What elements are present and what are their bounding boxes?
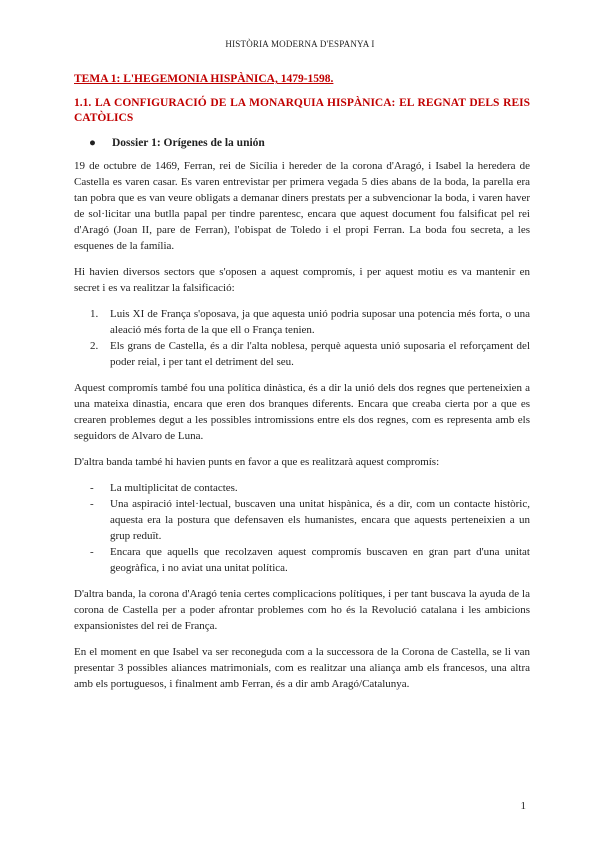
paragraph: D'altra banda també hi havien punts en favor a que es realitzarà aquest compromís: <box>74 456 440 468</box>
list-item <box>74 306 530 338</box>
page-number: 1 <box>520 800 526 812</box>
page-content <box>74 73 530 702</box>
list-item-text: Una aspiració intel·lectual, buscaven una unitat hispànica, és a dir, com un contacte històric, aquesta era la postura que defensaven els humanistes, encara que aquests perteneixien a un grup reduït. <box>110 498 530 542</box>
paragraph: En el moment en que Isabel va ser reconeguda com a la successora de la Corona de Castella, se li van presentar 3 possibles aliances matrimonials, com es realitzar una aliança amb els francesos, una altra amb els portuguesos, i finalment amb Ferran, és a dir amb Aragó/Catalunya. <box>74 646 530 690</box>
list-item-text: Luis XI de França s'oposava, ja que aquesta unió podria suposar una potencia més forta, o una aleació més forta de la que ell o França tenien. <box>110 308 530 336</box>
list-marker: - <box>90 498 94 510</box>
bullet-icon: ● <box>89 137 96 149</box>
paragraph: Hi havien diversos sectors que s'oposen a aquest compromís, i per aquest motiu es va mantenir en secret i es va realitzar la falsificació: <box>74 266 530 294</box>
section-title: 1.1. LA CONFIGURACIÓ DE LA MONARQUIA HISPÀNICA: EL REGNAT DELS REIS CATÒLICS <box>74 97 530 124</box>
dash-list <box>74 480 530 576</box>
paragraph: D'altra banda, la corona d'Aragó tenia certes complicacions polítiques, i per tant buscava la ayuda de la corona de Castella per a poder afrontar problemes com ho és la Revolució catalana i les ambicions expansionistes del rei de França. <box>74 588 530 632</box>
list-item <box>74 338 530 370</box>
list-item-text: Encara que aquells que recolzaven aquest compromís buscaven en gran part d'una unitat geogràfica, i no aviat una unitat política. <box>110 546 530 574</box>
list-marker: - <box>90 546 94 558</box>
list-item-text: Els grans de Castella, és a dir l'alta noblesa, perquè aquesta unió suposaria el reforçament del poder reial, i per tant el detriment del seu. <box>110 340 530 368</box>
list-marker: 1. <box>90 308 99 320</box>
dossier-heading <box>89 137 530 149</box>
list-marker: 2. <box>90 340 99 352</box>
dossier-title: Dossier 1: Orígenes de la unión <box>112 137 265 149</box>
paragraph: Aquest compromís també fou una política dinàstica, és a dir la unió dels dos regnes que perteneixien a una mateixa dinastia, encara que eren dos branques diferents. Encara que creaba cierta por a que es crearen problemes degut a les possibles intromissions entre els dos regnes, com es representa amb els seguidors de Alvaro de Luna. <box>74 382 530 442</box>
list-item <box>74 544 530 576</box>
list-item-text: La multiplicitat de contactes. <box>110 482 238 494</box>
running-header: HISTÒRIA MODERNA D'ESPANYA I <box>225 39 375 49</box>
list-item <box>74 496 530 544</box>
list-marker: - <box>90 482 94 494</box>
chapter-title: TEMA 1: L'HEGEMONIA HISPÀNICA, 1479-1598. <box>74 73 334 85</box>
ordered-list <box>74 306 530 370</box>
paragraph: 19 de octubre de 1469, Ferran, rei de Sicília i hereder de la corona d'Aragó, i Isabel la heredera de Castella es varen casar. Es varen entrevistar per primera vegada 5 dies abans de la boda, la parella era tan pobra que es van veure obligats a demanar diners prestats per a subvencionar la boda, i varen haver de sol·licitar una butlla papal per tindre parentesc, encara que aquest document fou falsificat pel rei d'Aragó (Joan II, pare de Ferran), l'obispat de Toledo i el propi Ferran. La boda fou secreta, a les esquenes de la família. <box>74 160 530 252</box>
list-item <box>74 480 530 496</box>
